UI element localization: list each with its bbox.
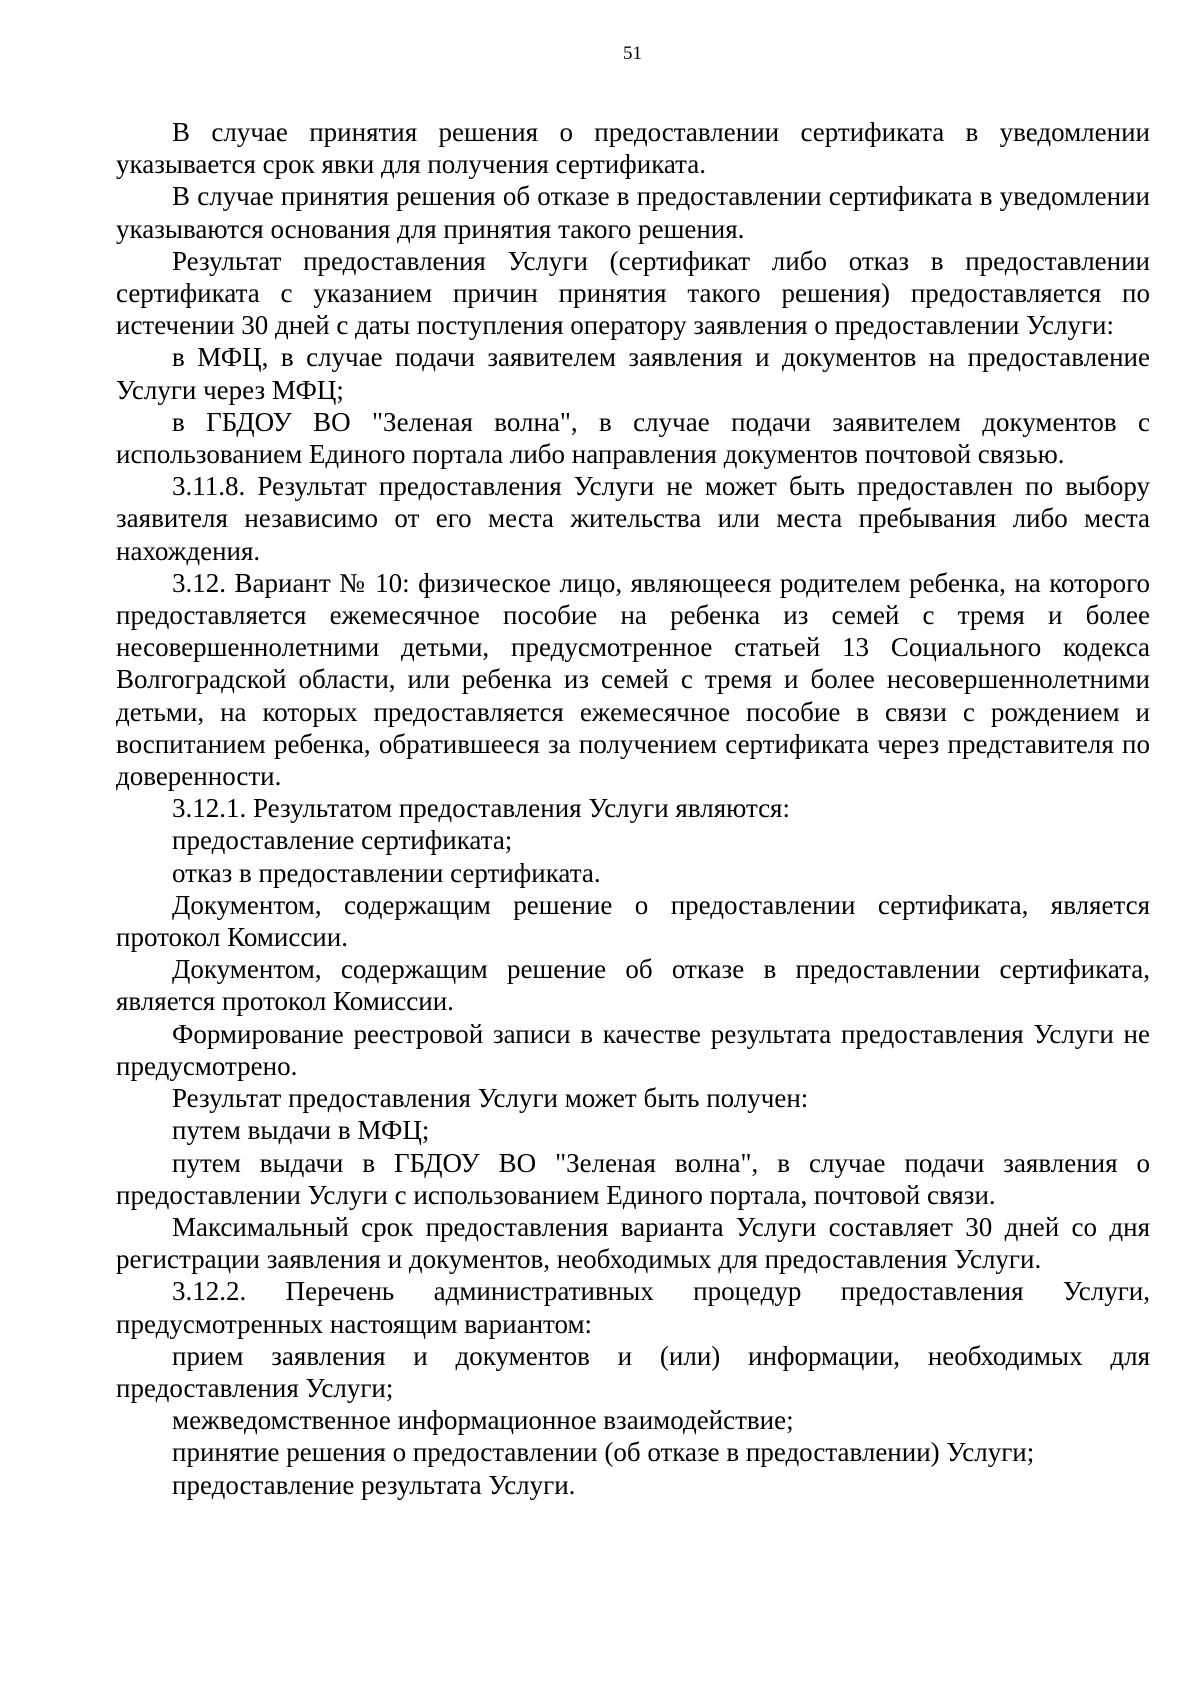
paragraph: межведомственное информационное взаимодействие; (172, 1405, 794, 1436)
paragraph: Документом, содержащим решение об отказе в предоставлении сертификата, является протокол Комиссии. (116, 954, 1150, 1017)
paragraph: 3.11.8. Результат предоставления Услуги не может быть предоставлен по выбору заявителя независимо от его места жительства или места пребывания либо места нахождения. (116, 471, 1150, 566)
paragraph: Документом, содержащим решение о предоставлении сертификата, является протокол Комиссии. (116, 889, 1150, 953)
paragraph: Максимальный срок предоставления варианта Услуги составляет 30 дней со дня регистрации заявления и документов, необходимых для предоставления Услуги. (116, 1211, 1150, 1275)
paragraph: 3.12. Вариант № 10: физическое лицо, являющееся родителем ребенка, на которого предоставляется ежемесячное пособие на ребенка из семей с тремя и более несовершеннолетними детьми, предусмотренное статьей 13 Социального кодекса Волгоградской области, или ребенка из семей с тремя и более несовершеннолетними детьми, на которых предоставляется ежемесячное пособие в связи с рождением и воспитанием ребенка, обратившееся за получением сертификата через представителя по доверенности. (116, 567, 1150, 792)
paragraph: путем выдачи в МФЦ; (172, 1115, 430, 1146)
paragraph: 3.12.2. Перечень административных процедур предоставления Услуги, предусмотренных настоящим вариантом: (116, 1276, 1150, 1339)
paragraph: в МФЦ, в случае подачи заявителем заявления и документов на предоставление Услуги через МФЦ; (116, 342, 1150, 405)
paragraph: отказ в предоставлении сертификата. (172, 857, 601, 888)
paragraph: Формирование реестровой записи в качестве результата предоставления Услуги не предусмотрено. (116, 1018, 1150, 1081)
paragraph: в ГБДОУ ВО "Зеленая волна", в случае подачи заявителем документов с использованием Единого портала либо направления документов почтовой связью. (116, 406, 1150, 470)
paragraph: путем выдачи в ГБДОУ ВО "Зеленая волна", в случае подачи заявления о предоставлении Услуги с использованием Единого портала, почтовой связи. (116, 1147, 1150, 1210)
paragraph: принятие решения о предоставлении (об отказе в предоставлении) Услуги; (172, 1437, 1035, 1468)
paragraph: предоставление результата Услуги. (172, 1469, 576, 1500)
paragraph: В случае принятия решения о предоставлении сертификата в уведомлении указывается срок явки для получения сертификата. (116, 117, 1150, 180)
document-body (116, 116, 1150, 1501)
paragraph: 3.12.1. Результатом предоставления Услуги являются: (172, 793, 790, 824)
paragraph: В случае принятия решения об отказе в предоставлении сертификата в уведомлении указываются основания для принятия такого решения. (116, 181, 1150, 244)
paragraph: Результат предоставления Услуги может быть получен: (172, 1083, 809, 1114)
paragraph: Результат предоставления Услуги (сертификат либо отказ в предоставлении сертификата с указанием причин принятия такого решения) предоставляется по истечении 30 дней с даты поступления оператору заявления о предоставлении Услуги: (116, 245, 1150, 341)
paragraph: прием заявления и документов и (или) информации, необходимых для предоставления Услуги; (116, 1340, 1150, 1403)
paragraph: предоставление сертификата; (172, 825, 513, 856)
page-number: 51 (623, 43, 642, 64)
